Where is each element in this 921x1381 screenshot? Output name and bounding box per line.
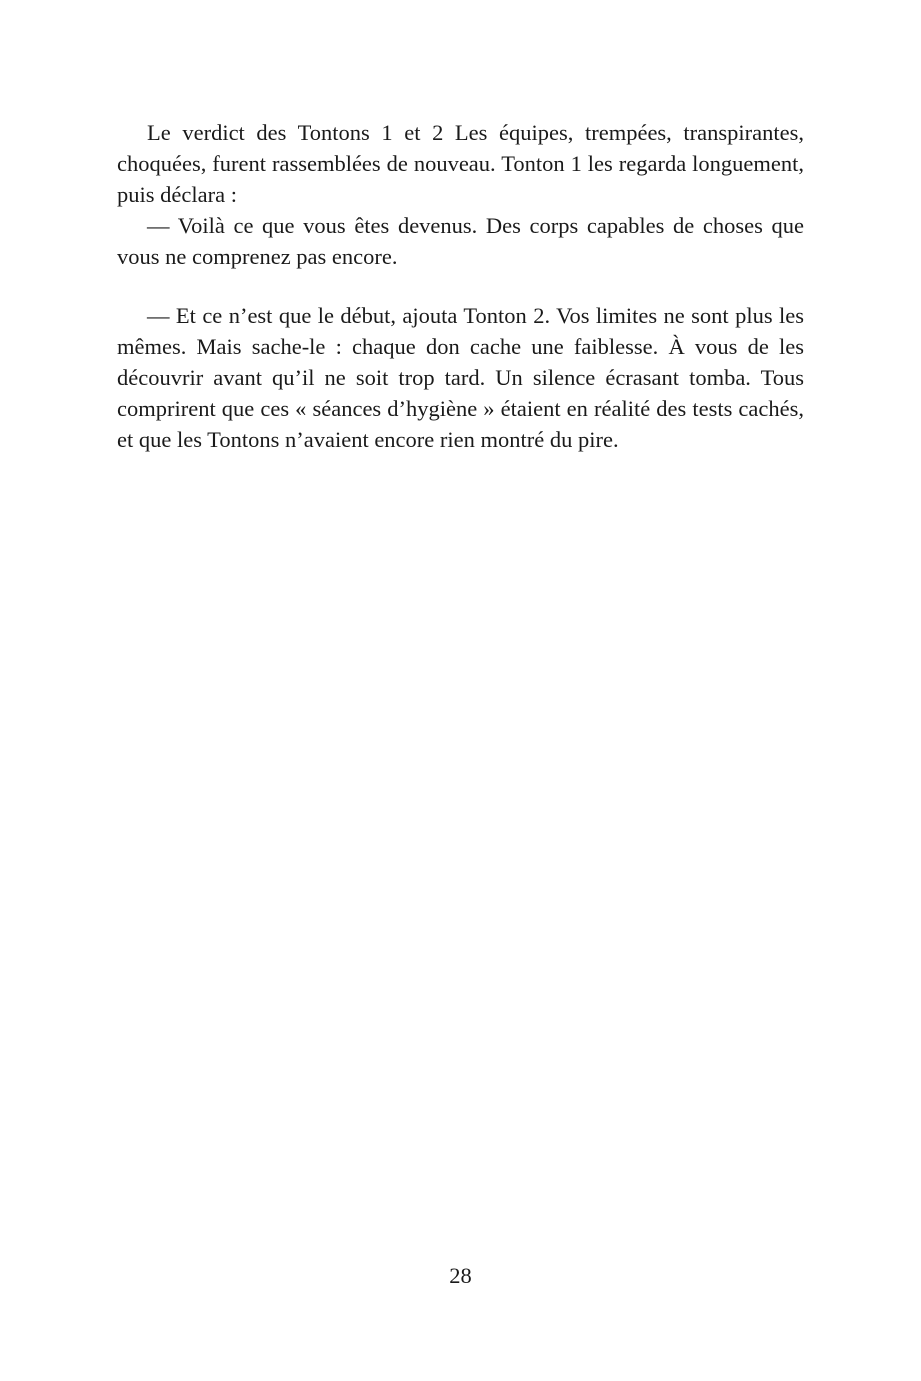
dialogue-line-tonton-1: — Voilà ce que vous êtes devenus. Des corps capables de choses que vous ne comprenez pas encore. xyxy=(117,213,804,269)
page-number: 28 xyxy=(449,1263,472,1288)
paragraph-verdict: Le verdict des Tontons 1 et 2 Les équipes, trempées, transpirantes, choquées, furent rassemblées de nouveau. Tonton 1 les regarda longuement, puis déclara : xyxy=(117,120,804,207)
body-text xyxy=(117,117,804,455)
dialogue-line-tonton-2: — Et ce n’est que le début, ajouta Tonton 2. Vos limites ne sont plus les mêmes. Mais sache-le : chaque don cache une faiblesse. À vous de les découvrir avant qu’il ne soit trop tard. Un silence écrasant tomba. Tous comprirent que ces « séances d’hygiène » étaient en réalité des tests cachés, et que les Tontons n’avaient encore rien montré du pire. xyxy=(117,303,804,452)
